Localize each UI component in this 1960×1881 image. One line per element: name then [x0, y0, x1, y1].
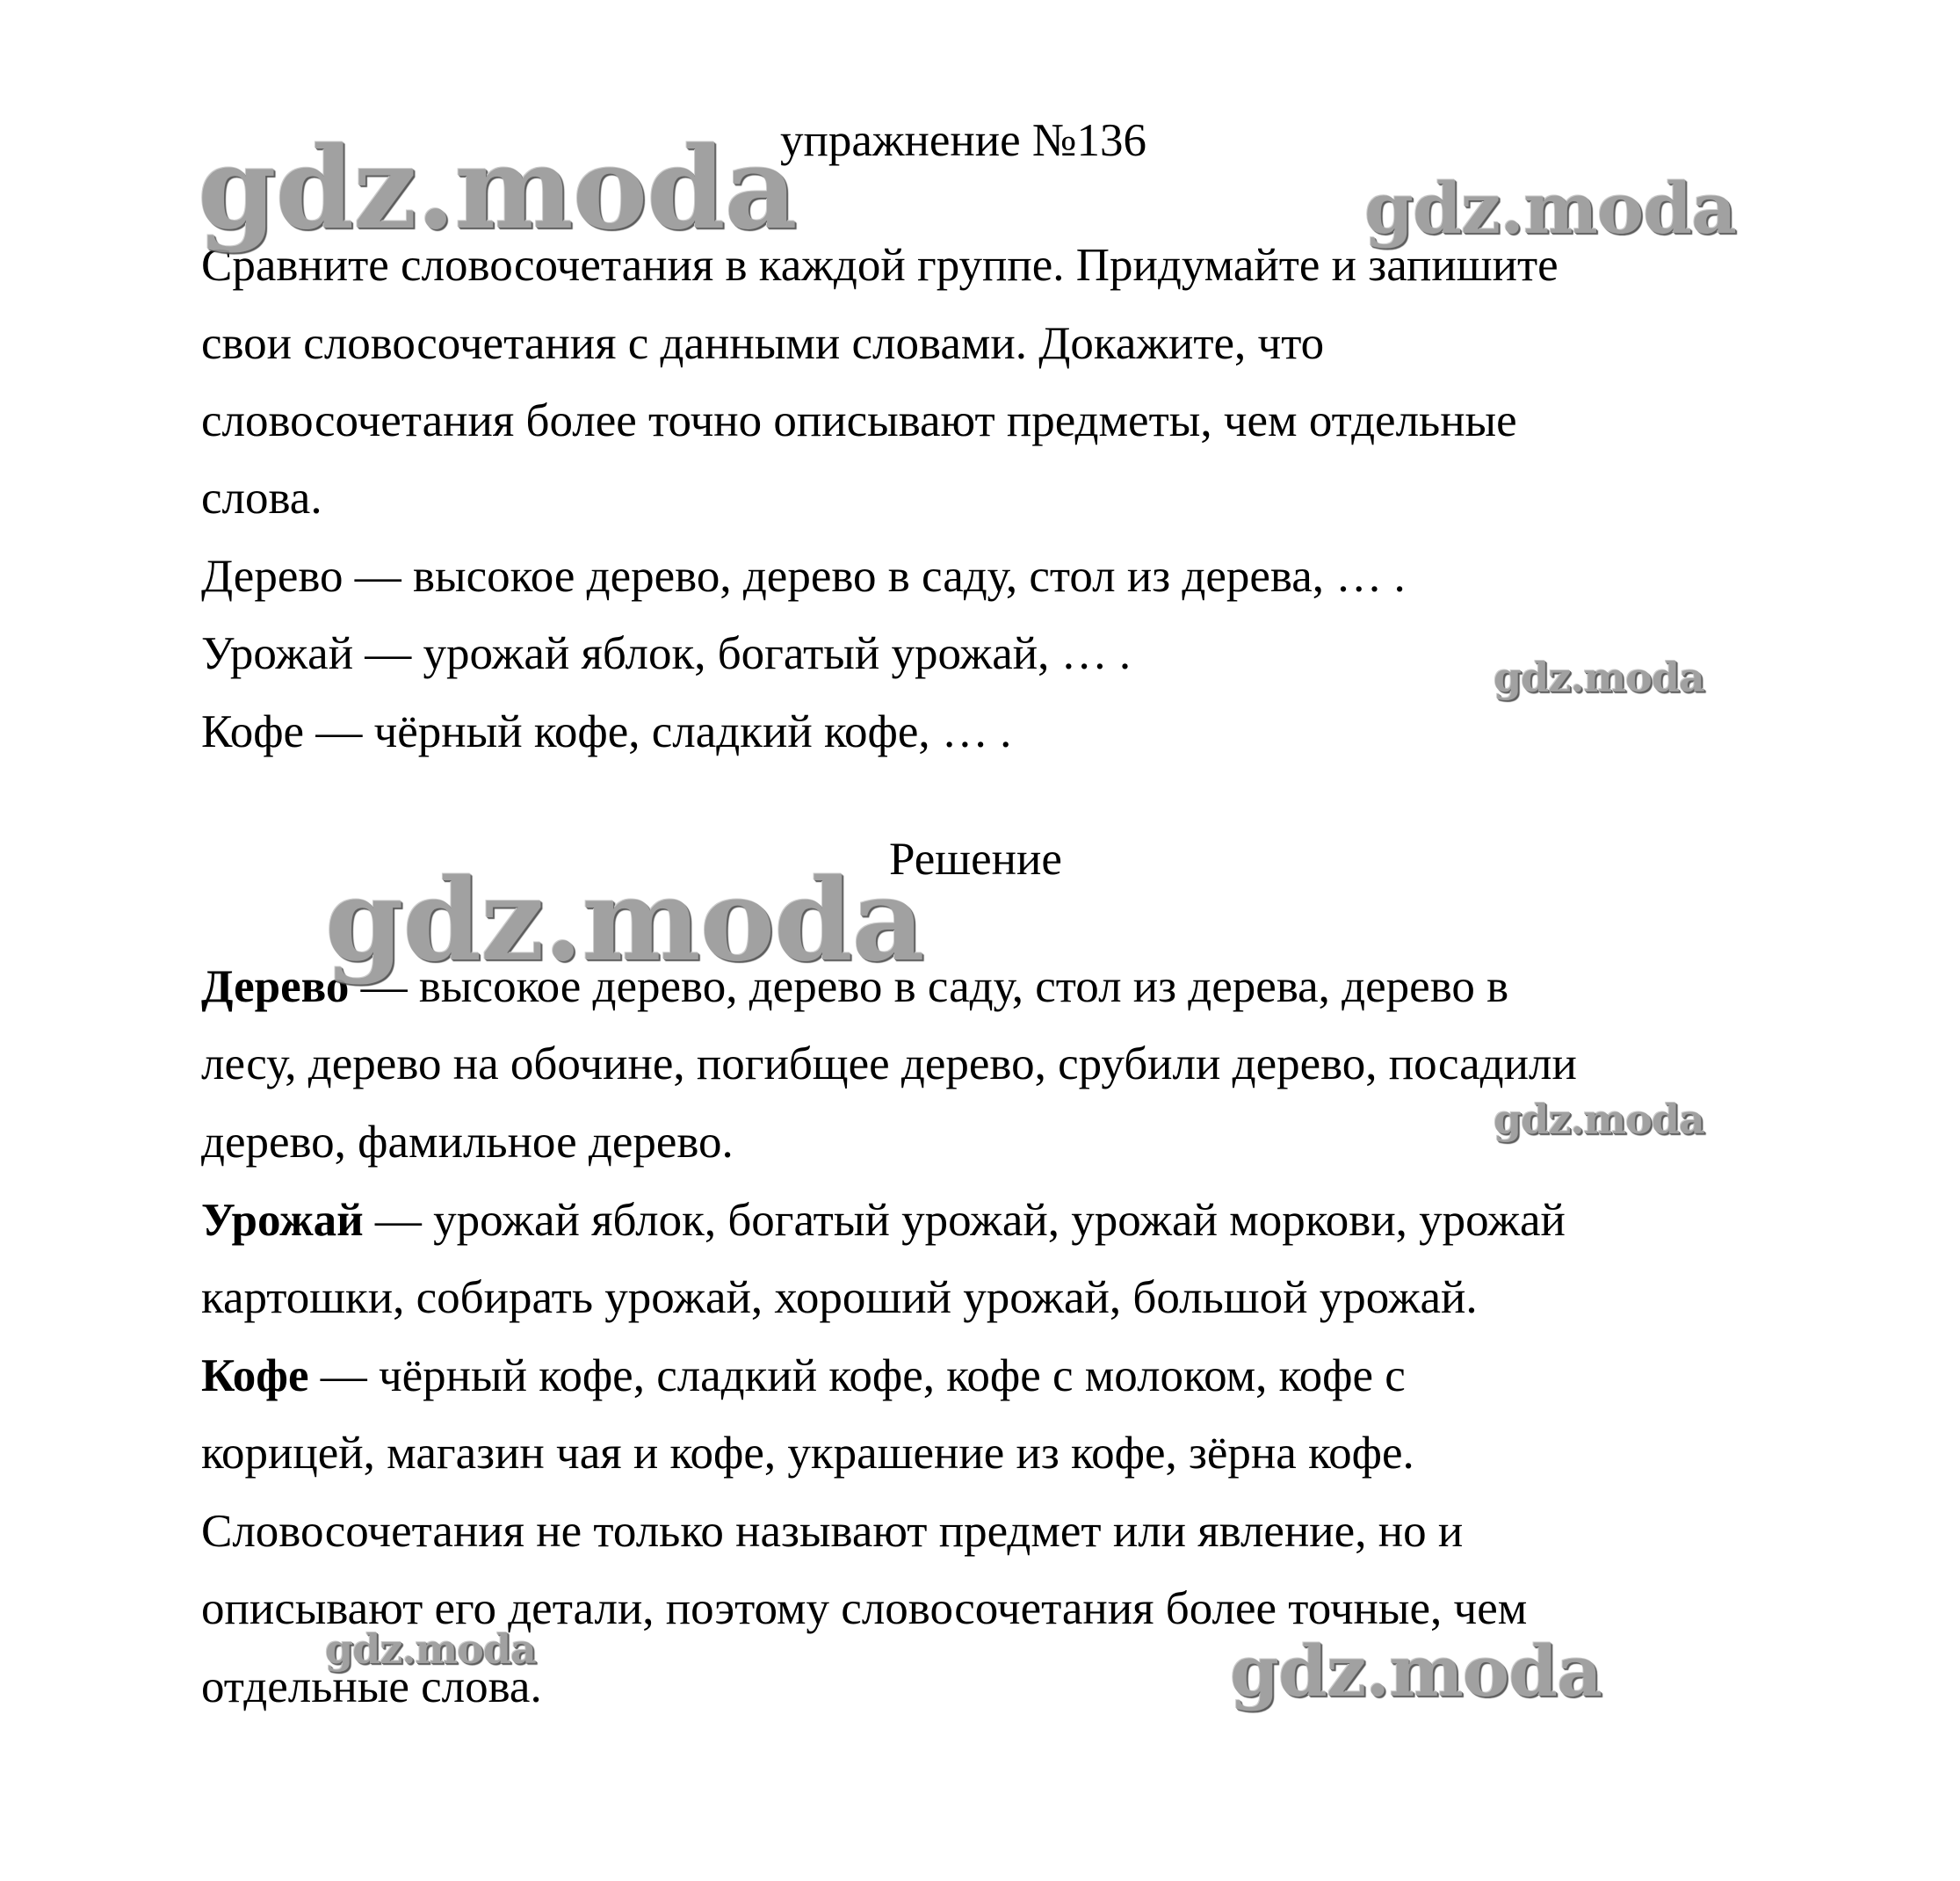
- solution-text: — высокое дерево, дерево в саду, стол из дерева, дерево в: [349, 961, 1509, 1012]
- solution-derevo-line: дерево, фамильное дерево.: [201, 1117, 734, 1168]
- solution-kofe-line: корицей, магазин чая и кофе, украшение из кофе, зёрна кофе.: [201, 1428, 1414, 1479]
- watermark: gdz.moda: [1494, 654, 1704, 701]
- task-line: свои словосочетания с данными словами. Докажите, что: [201, 318, 1325, 369]
- solution-text: — чёрный кофе, сладкий кофе, кофе с молоком, кофе с: [308, 1350, 1406, 1401]
- task-line: Сравните словосочетания в каждой группе. Придумайте и запишите: [201, 240, 1559, 291]
- exercise-title: упражнение №136: [780, 115, 1146, 166]
- watermark: gdz.moda: [1494, 1096, 1704, 1143]
- solution-urozhai-line: картошки, собирать урожай, хороший урожай, большой урожай.: [201, 1272, 1478, 1323]
- solution-text: — урожай яблок, богатый урожай, урожай моркови, урожай: [363, 1195, 1566, 1246]
- conclusion-line: Словосочетания не только называют предмет или явление, но и: [201, 1506, 1464, 1557]
- watermark: gdz.moda: [325, 1625, 536, 1673]
- term-urozhai: Урожай: [201, 1195, 364, 1246]
- watermark: gdz.moda: [198, 123, 797, 255]
- solution-heading: Решение: [889, 834, 1062, 885]
- conclusion-line: отдельные слова.: [201, 1661, 542, 1712]
- watermark: gdz.moda: [1230, 1630, 1602, 1712]
- conclusion-line: описывают его детали, поэтому словосочетания более точные, чем: [201, 1583, 1528, 1634]
- task-example-urozhai: Урожай — урожай яблок, богатый урожай, … .: [201, 628, 1132, 679]
- solution-derevo-line: [201, 960, 1508, 1013]
- solution-kofe-line: [201, 1349, 1406, 1402]
- task-line: слова.: [201, 473, 322, 524]
- watermark: gdz.moda: [1364, 167, 1736, 250]
- solution-derevo-line: лесу, дерево на обочине, погибщее дерево, срубили дерево, посадили: [201, 1038, 1577, 1089]
- term-derevo: Дерево: [201, 961, 350, 1012]
- solution-urozhai-line: [201, 1194, 1566, 1247]
- task-line: словосочетания более точно описывают предметы, чем отдельные: [201, 395, 1517, 446]
- watermark: gdz.moda: [325, 855, 924, 987]
- task-example-kofe: Кофе — чёрный кофе, сладкий кофе, … .: [201, 706, 1012, 757]
- task-example-derevo: Дерево — высокое дерево, дерево в саду, стол из дерева, … .: [201, 551, 1406, 602]
- term-kofe: Кофе: [201, 1350, 309, 1401]
